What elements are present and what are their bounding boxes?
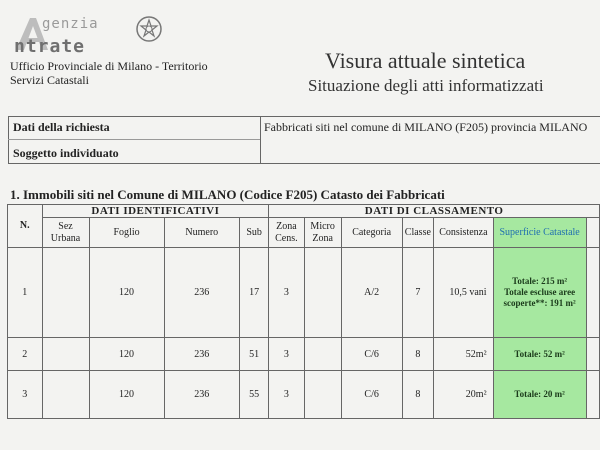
office-name: Ufficio Provinciale di Milano - Territorio	[10, 59, 208, 73]
cell-consistenza: 10,5 vani	[434, 248, 493, 338]
request-value: Fabbricati siti nel comune di MILANO (F205) provincia MILANO	[264, 120, 588, 134]
col-zona-header: Zona Cens.	[269, 218, 304, 248]
services-name: Servizi Catastali	[10, 73, 89, 87]
cell-numero: 236	[164, 248, 239, 338]
table-row	[8, 338, 600, 371]
cell-zona: 3	[269, 371, 304, 419]
page-title: Visura attuale sintetica	[325, 48, 526, 73]
cell-micro	[304, 371, 341, 419]
cell-sez	[42, 338, 89, 371]
cell-sub: 51	[240, 338, 269, 371]
cell-consistenza: 20m²	[434, 371, 493, 419]
superficie-total: Totale: 20 m²	[514, 389, 565, 399]
cell-categoria: A/2	[341, 248, 402, 338]
col-extra-header	[586, 218, 599, 248]
cell-sub: 17	[240, 248, 269, 338]
cell-superficie	[493, 338, 586, 371]
col-numero-header: Numero	[164, 218, 239, 248]
request-divider-horizontal	[8, 139, 260, 140]
cell-classe: 8	[402, 338, 434, 371]
cell-micro	[304, 338, 341, 371]
superficie-total: Totale: 215 m²	[512, 276, 568, 286]
col-sub-header: Sub	[240, 218, 269, 248]
table-row	[8, 371, 600, 419]
property-table	[7, 204, 600, 419]
col-micro-header: Micro Zona	[304, 218, 341, 248]
cell-classe: 7	[402, 248, 434, 338]
section-title: 1. Immobili siti nel Comune di MILANO (Codice F205) Catasto dei Fabbricati	[10, 187, 445, 202]
cell-consistenza: 52m²	[434, 338, 493, 371]
cell-foglio: 120	[89, 248, 164, 338]
cell-foglio: 120	[89, 371, 164, 419]
cell-sez	[42, 248, 89, 338]
cell-numero: 236	[164, 338, 239, 371]
cell-zona: 3	[269, 248, 304, 338]
col-foglio-header: Foglio	[89, 218, 164, 248]
cell-foglio: 120	[89, 338, 164, 371]
col-sez-header: Sez Urbana	[42, 218, 89, 248]
cell-extra	[586, 248, 599, 338]
col-superficie-header: Superficie Catastale	[493, 218, 586, 248]
cell-superficie	[493, 248, 586, 338]
cell-n: 2	[8, 338, 43, 371]
republic-emblem-icon	[134, 14, 164, 44]
cell-categoria: C/6	[341, 371, 402, 419]
superficie-excl: Totale escluse aree scoperte**: 191 m²	[503, 287, 576, 308]
request-label: Dati della richiesta	[13, 120, 110, 134]
cell-n: 1	[8, 248, 43, 338]
col-categoria-header: Categoria	[341, 218, 402, 248]
group-dati-identificativi: DATI IDENTIFICATIVI	[42, 205, 269, 218]
request-divider-vertical	[260, 116, 261, 163]
col-n-header: N.	[8, 205, 43, 248]
logo-wordmark-bottom: ntrate	[14, 36, 86, 57]
cell-extra	[586, 338, 599, 371]
cell-extra	[586, 371, 599, 419]
subject-label: Soggetto individuato	[13, 146, 119, 160]
logo-wordmark-top: genzia	[42, 16, 99, 32]
page-subtitle: Situazione degli atti informatizzati	[308, 76, 544, 95]
col-classe-header: Classe	[402, 218, 434, 248]
cell-classe: 8	[402, 371, 434, 419]
superficie-total: Totale: 52 m²	[514, 348, 565, 359]
cell-numero: 236	[164, 371, 239, 419]
cell-categoria: C/6	[341, 338, 402, 371]
cell-micro	[304, 248, 341, 338]
cell-sub: 55	[240, 371, 269, 419]
cell-superficie	[493, 371, 586, 419]
cell-n: 3	[8, 371, 43, 419]
group-dati-classamento: DATI DI CLASSAMENTO	[269, 205, 600, 218]
table-row	[8, 248, 600, 338]
col-consistenza-header: Consistenza	[434, 218, 493, 248]
cell-zona: 3	[269, 338, 304, 371]
cell-sez	[42, 371, 89, 419]
